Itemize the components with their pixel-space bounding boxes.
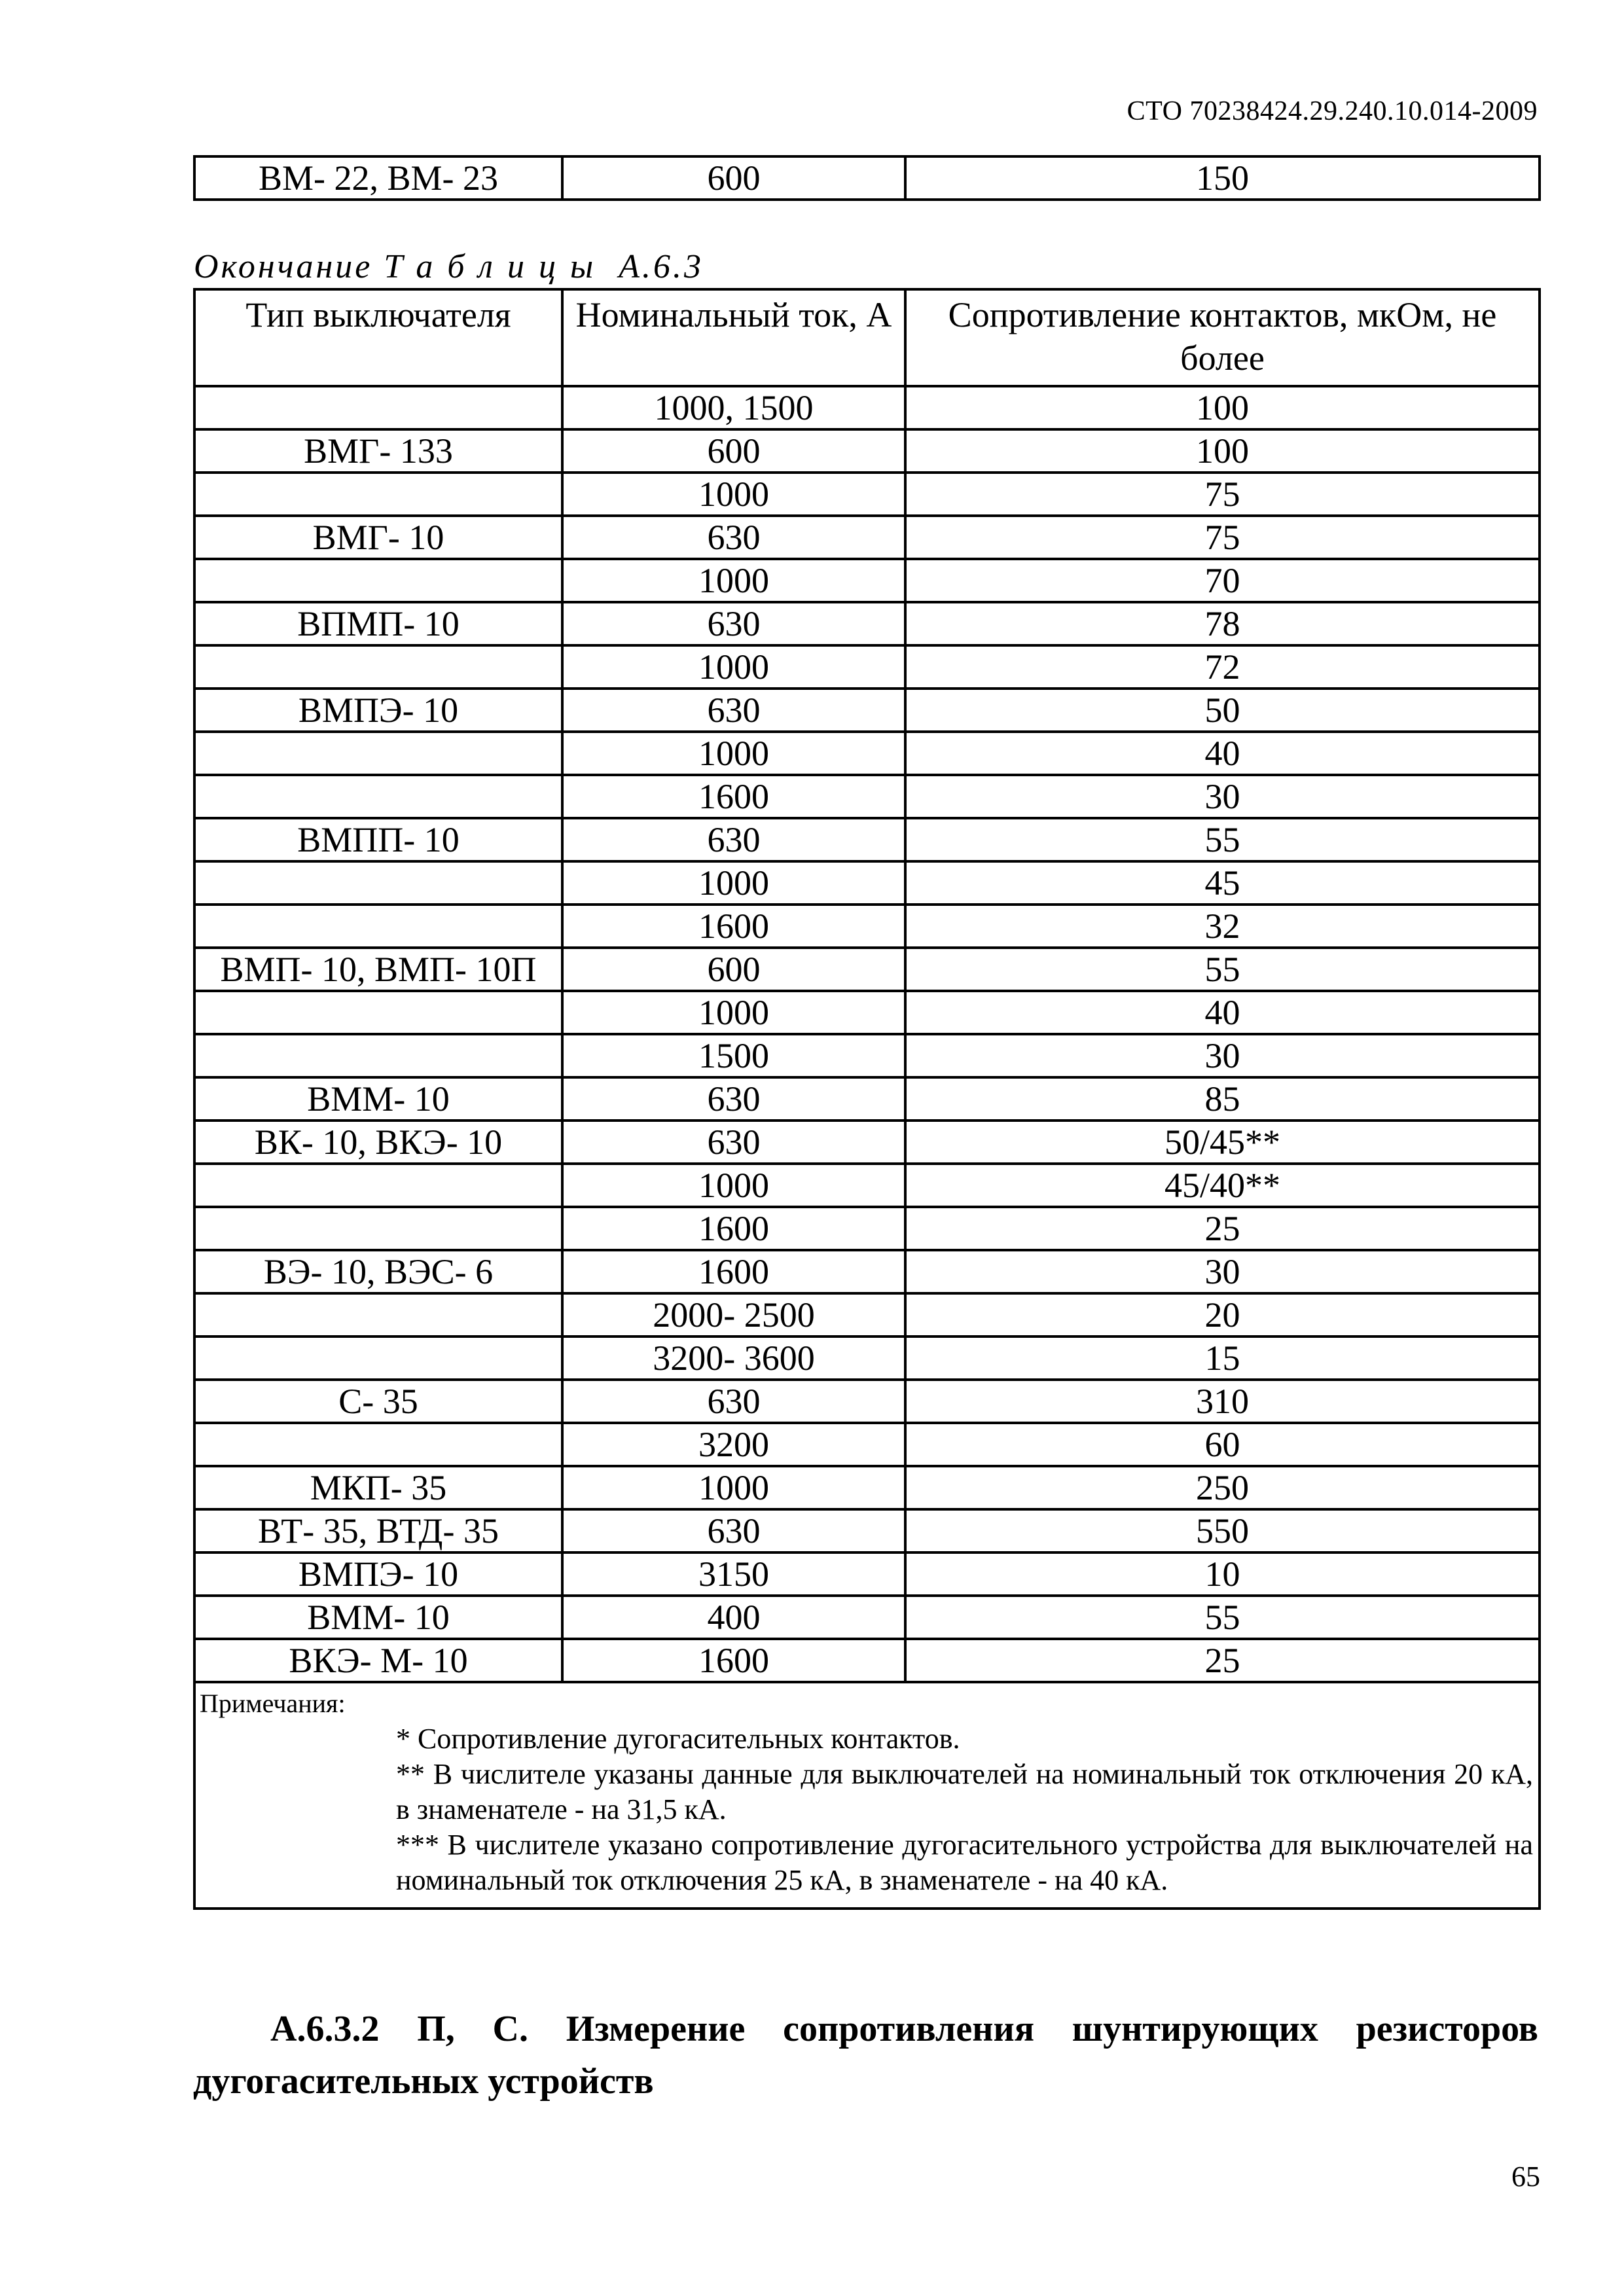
resistance-cell: 70 [905, 559, 1540, 602]
breaker-type-cell [194, 1423, 562, 1466]
table-row [194, 948, 1540, 991]
breaker-type-cell: ВК- 10, ВКЭ- 10 [194, 1121, 562, 1164]
table-row [194, 1207, 1540, 1250]
table-row [194, 991, 1540, 1034]
table-row [194, 156, 1540, 200]
table-row [194, 429, 1540, 473]
breaker-type-cell [194, 1293, 562, 1336]
resistance-cell: 30 [905, 1250, 1540, 1293]
breaker-type-cell [194, 732, 562, 775]
breaker-type-cell: ВМГ- 133 [194, 429, 562, 473]
table-row [194, 473, 1540, 516]
note-item: *** В числителе указано сопротивление дугогасительного устройства для выключателей на номинальный ток отключения 25 кА, в знаменателе - на 40 кА. [396, 1829, 1533, 1896]
resistance-cell: 85 [905, 1077, 1540, 1121]
table-row [194, 1509, 1540, 1552]
resistance-cell: 40 [905, 991, 1540, 1034]
resistance-cell: 100 [905, 429, 1540, 473]
resistance-cell: 55 [905, 948, 1540, 991]
note-item: ** В числителе указаны данные для выключателей на номинальный ток отключения 20 кА, в знаменателе - на 31,5 кА. [396, 1758, 1533, 1825]
table-row [194, 516, 1540, 559]
rated-current-cell: 1600 [562, 1639, 905, 1682]
resistance-cell: 550 [905, 1509, 1540, 1552]
table-row [194, 1293, 1540, 1336]
breaker-type-cell [194, 473, 562, 516]
rated-current-cell: 2000- 2500 [562, 1293, 905, 1336]
table-row [194, 689, 1540, 732]
table-row [194, 905, 1540, 948]
breaker-type-cell [194, 645, 562, 689]
breaker-type-cell [194, 1034, 562, 1077]
table-row [194, 1380, 1540, 1423]
rated-current-cell: 1600 [562, 775, 905, 818]
caption-word: Таблицы [384, 248, 608, 285]
resistance-cell: 78 [905, 602, 1540, 645]
table-row [194, 732, 1540, 775]
rated-current-cell: 630 [562, 516, 905, 559]
continued-table-row [193, 155, 1541, 201]
rated-current-cell: 630 [562, 602, 905, 645]
breaker-type-cell [194, 905, 562, 948]
resistance-cell: 25 [905, 1207, 1540, 1250]
rated-current-cell: 630 [562, 1509, 905, 1552]
breaker-type-cell [194, 1164, 562, 1207]
rated-current-cell: 3200 [562, 1423, 905, 1466]
breaker-type-cell [194, 386, 562, 429]
breaker-type-cell: ВПМП- 10 [194, 602, 562, 645]
rated-current-cell: 1000 [562, 732, 905, 775]
resistance-cell: 55 [905, 818, 1540, 861]
breaker-type-cell: С- 35 [194, 1380, 562, 1423]
resistance-cell: 100 [905, 386, 1540, 429]
table-row [194, 1596, 1540, 1639]
rated-current-cell: 1500 [562, 1034, 905, 1077]
table-row [194, 1121, 1540, 1164]
document-number: СТО 70238424.29.240.10.014-2009 [1127, 96, 1538, 126]
breaker-type-cell [194, 861, 562, 905]
resistance-cell: 20 [905, 1293, 1540, 1336]
page-number: 65 [1511, 2161, 1540, 2193]
resistance-cell: 15 [905, 1336, 1540, 1380]
breaker-type-cell: ВММ- 10 [194, 1077, 562, 1121]
table-row [194, 1250, 1540, 1293]
breaker-type-cell [194, 1336, 562, 1380]
table-row [194, 818, 1540, 861]
rated-current-cell: 400 [562, 1596, 905, 1639]
breaker-type-cell: ВМП- 10, ВМП- 10П [194, 948, 562, 991]
rated-current-cell: 1000 [562, 559, 905, 602]
table-row [194, 1552, 1540, 1596]
rated-current-cell: 1600 [562, 1250, 905, 1293]
resistance-cell: 40 [905, 732, 1540, 775]
table-header-row [194, 289, 1540, 386]
resistance-cell: 72 [905, 645, 1540, 689]
resistance-cell: 310 [905, 1380, 1540, 1423]
resistance-cell: 250 [905, 1466, 1540, 1509]
notes-row [194, 1682, 1540, 1909]
rated-current-cell: 1600 [562, 1207, 905, 1250]
rated-current-cell: 1000 [562, 645, 905, 689]
resistance-cell: 75 [905, 516, 1540, 559]
table-row [194, 1164, 1540, 1207]
rated-current-cell: 600 [562, 156, 905, 200]
breaker-type-cell [194, 775, 562, 818]
resistance-cell: 75 [905, 473, 1540, 516]
rated-current-cell: 600 [562, 948, 905, 991]
table-row [194, 386, 1540, 429]
rated-current-cell: 1000, 1500 [562, 386, 905, 429]
rated-current-cell: 630 [562, 818, 905, 861]
caption-prefix: Окончание [194, 248, 384, 285]
notes-title: Примечания: [200, 1689, 346, 1718]
breaker-type-cell: МКП- 35 [194, 1466, 562, 1509]
breaker-type-cell [194, 1207, 562, 1250]
resistance-cell: 45 [905, 861, 1540, 905]
table-row [194, 1639, 1540, 1682]
note-item: * Сопротивление дугогасительных контактов. [396, 1723, 960, 1755]
table-row [194, 861, 1540, 905]
table-row [194, 1336, 1540, 1380]
header-breaker-type: Тип выключателя [194, 289, 562, 386]
resistance-table [193, 288, 1541, 1910]
resistance-cell: 60 [905, 1423, 1540, 1466]
resistance-cell: 25 [905, 1639, 1540, 1682]
table-row [194, 1034, 1540, 1077]
breaker-type-cell [194, 559, 562, 602]
breaker-type-cell: ВМГ- 10 [194, 516, 562, 559]
rated-current-cell: 1000 [562, 1164, 905, 1207]
resistance-cell: 150 [905, 156, 1540, 200]
table-row [194, 602, 1540, 645]
table-row [194, 1077, 1540, 1121]
rated-current-cell: 630 [562, 689, 905, 732]
table-row [194, 645, 1540, 689]
resistance-cell: 30 [905, 775, 1540, 818]
rated-current-cell: 1600 [562, 905, 905, 948]
breaker-type-cell [194, 991, 562, 1034]
resistance-cell: 32 [905, 905, 1540, 948]
rated-current-cell: 1000 [562, 473, 905, 516]
rated-current-cell: 1000 [562, 991, 905, 1034]
caption-number: А.6.3 [607, 248, 704, 285]
breaker-type-cell: ВТ- 35, ВТД- 35 [194, 1509, 562, 1552]
resistance-cell: 10 [905, 1552, 1540, 1596]
table-row [194, 775, 1540, 818]
rated-current-cell: 630 [562, 1380, 905, 1423]
rated-current-cell: 630 [562, 1121, 905, 1164]
rated-current-cell: 630 [562, 1077, 905, 1121]
breaker-type-cell: ВКЭ- М- 10 [194, 1639, 562, 1682]
resistance-cell: 50/45** [905, 1121, 1540, 1164]
table-caption [194, 247, 704, 286]
rated-current-cell: 1000 [562, 861, 905, 905]
rated-current-cell: 600 [562, 429, 905, 473]
breaker-type-cell: ВЭ- 10, ВЭС- 6 [194, 1250, 562, 1293]
table-row [194, 559, 1540, 602]
header-contact-resistance: Сопротивление контактов, мкОм, не более [905, 289, 1540, 386]
breaker-type-cell: ВММ- 10 [194, 1596, 562, 1639]
resistance-cell: 50 [905, 689, 1540, 732]
notes-cell [194, 1682, 1540, 1909]
breaker-type-cell: ВМПП- 10 [194, 818, 562, 861]
breaker-type-cell: ВМПЭ- 10 [194, 1552, 562, 1596]
table-row [194, 1423, 1540, 1466]
resistance-cell: 30 [905, 1034, 1540, 1077]
resistance-cell: 45/40** [905, 1164, 1540, 1207]
rated-current-cell: 3150 [562, 1552, 905, 1596]
breaker-type-cell: ВМПЭ- 10 [194, 689, 562, 732]
rated-current-cell: 1000 [562, 1466, 905, 1509]
section-heading: А.6.3.2 П, С. Измерение сопротивления шунтирующих резисторов дугогасительных устройств [193, 2009, 1538, 2102]
table-row [194, 1466, 1540, 1509]
header-rated-current: Номинальный ток, А [562, 289, 905, 386]
breaker-type-cell: ВМ- 22, ВМ- 23 [194, 156, 562, 200]
rated-current-cell: 3200- 3600 [562, 1336, 905, 1380]
resistance-cell: 55 [905, 1596, 1540, 1639]
